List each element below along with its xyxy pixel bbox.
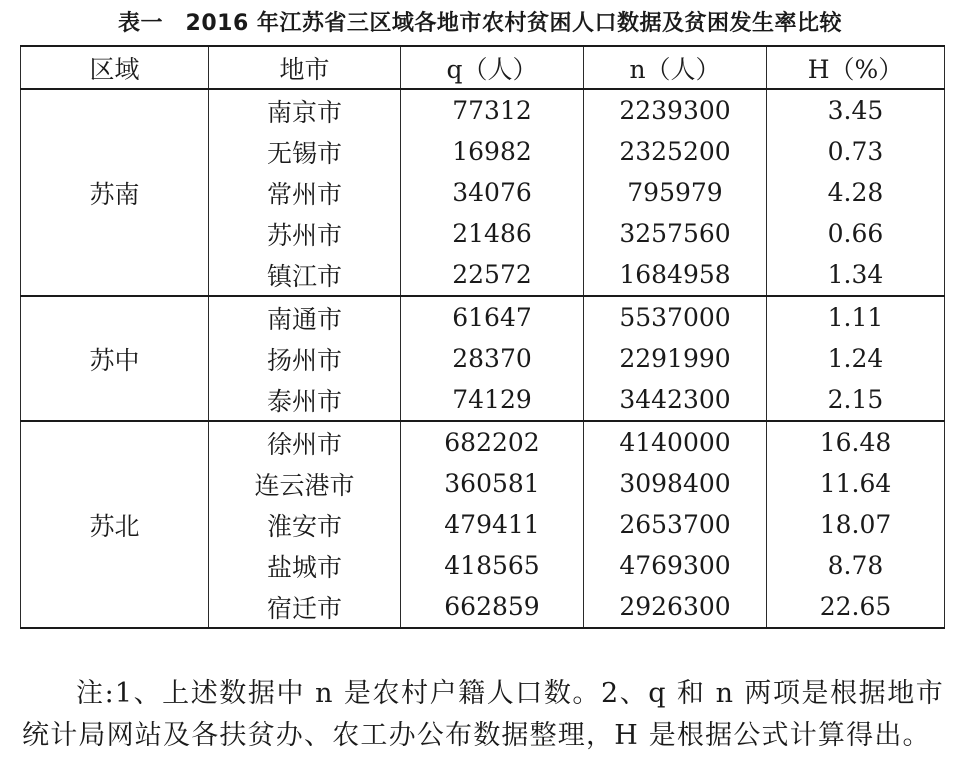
n-cell: 3442300 bbox=[584, 379, 767, 421]
q-cell: 21486 bbox=[401, 213, 584, 254]
q-cell: 682202 bbox=[401, 421, 584, 463]
city-cell: 常州市 bbox=[209, 172, 401, 213]
city-cell: 镇江市 bbox=[209, 254, 401, 296]
table-note: 注:1、上述数据中 n 是农村户籍人口数。2、q 和 n 两项是根据地市统计局网站及各扶贫办、农工办公布数据整理，H 是根据公式计算得出。 bbox=[22, 678, 944, 751]
poverty-data-table bbox=[20, 45, 945, 629]
header-n: n（人） bbox=[584, 46, 767, 89]
h-cell: 18.07 bbox=[767, 504, 945, 545]
header-city: 地市 bbox=[209, 46, 401, 89]
n-cell: 2926300 bbox=[584, 586, 767, 628]
q-cell: 28370 bbox=[401, 338, 584, 379]
n-cell: 2325200 bbox=[584, 131, 767, 172]
city-cell: 淮安市 bbox=[209, 504, 401, 545]
city-cell: 连云港市 bbox=[209, 463, 401, 504]
h-cell: 1.34 bbox=[767, 254, 945, 296]
h-cell: 8.78 bbox=[767, 545, 945, 586]
h-cell: 1.11 bbox=[767, 296, 945, 338]
n-cell: 1684958 bbox=[584, 254, 767, 296]
city-cell: 泰州市 bbox=[209, 379, 401, 421]
n-cell: 4769300 bbox=[584, 545, 767, 586]
h-cell: 3.45 bbox=[767, 89, 945, 131]
q-cell: 77312 bbox=[401, 89, 584, 131]
table-row bbox=[21, 296, 945, 338]
n-cell: 2239300 bbox=[584, 89, 767, 131]
n-cell: 5537000 bbox=[584, 296, 767, 338]
n-cell: 795979 bbox=[584, 172, 767, 213]
q-cell: 22572 bbox=[401, 254, 584, 296]
h-cell: 16.48 bbox=[767, 421, 945, 463]
header-region: 区域 bbox=[21, 46, 209, 89]
city-cell: 盐城市 bbox=[209, 545, 401, 586]
header-q: q（人） bbox=[401, 46, 584, 89]
region-cell-sunan: 苏南 bbox=[21, 89, 209, 296]
n-cell: 3257560 bbox=[584, 213, 767, 254]
table-caption: 表一 2016 年江苏省三区域各地市农村贫困人口数据及贫困发生率比较 bbox=[118, 11, 842, 36]
header-row bbox=[21, 46, 945, 89]
city-cell: 无锡市 bbox=[209, 131, 401, 172]
n-cell: 4140000 bbox=[584, 421, 767, 463]
city-cell: 扬州市 bbox=[209, 338, 401, 379]
table-row bbox=[21, 421, 945, 463]
table-row bbox=[21, 89, 945, 131]
h-cell: 0.66 bbox=[767, 213, 945, 254]
q-cell: 34076 bbox=[401, 172, 584, 213]
region-cell-suzhong: 苏中 bbox=[21, 296, 209, 421]
h-cell: 2.15 bbox=[767, 379, 945, 421]
q-cell: 16982 bbox=[401, 131, 584, 172]
region-cell-subei: 苏北 bbox=[21, 421, 209, 628]
h-cell: 0.73 bbox=[767, 131, 945, 172]
n-cell: 2653700 bbox=[584, 504, 767, 545]
h-cell: 4.28 bbox=[767, 172, 945, 213]
q-cell: 418565 bbox=[401, 545, 584, 586]
table-body bbox=[21, 89, 945, 628]
city-cell: 南京市 bbox=[209, 89, 401, 131]
h-cell: 1.24 bbox=[767, 338, 945, 379]
q-cell: 74129 bbox=[401, 379, 584, 421]
city-cell: 南通市 bbox=[209, 296, 401, 338]
q-cell: 479411 bbox=[401, 504, 584, 545]
header-h: H（%） bbox=[767, 46, 945, 89]
h-cell: 11.64 bbox=[767, 463, 945, 504]
q-cell: 662859 bbox=[401, 586, 584, 628]
h-cell: 22.65 bbox=[767, 586, 945, 628]
n-cell: 2291990 bbox=[584, 338, 767, 379]
city-cell: 宿迁市 bbox=[209, 586, 401, 628]
q-cell: 360581 bbox=[401, 463, 584, 504]
city-cell: 苏州市 bbox=[209, 213, 401, 254]
q-cell: 61647 bbox=[401, 296, 584, 338]
n-cell: 3098400 bbox=[584, 463, 767, 504]
city-cell: 徐州市 bbox=[209, 421, 401, 463]
